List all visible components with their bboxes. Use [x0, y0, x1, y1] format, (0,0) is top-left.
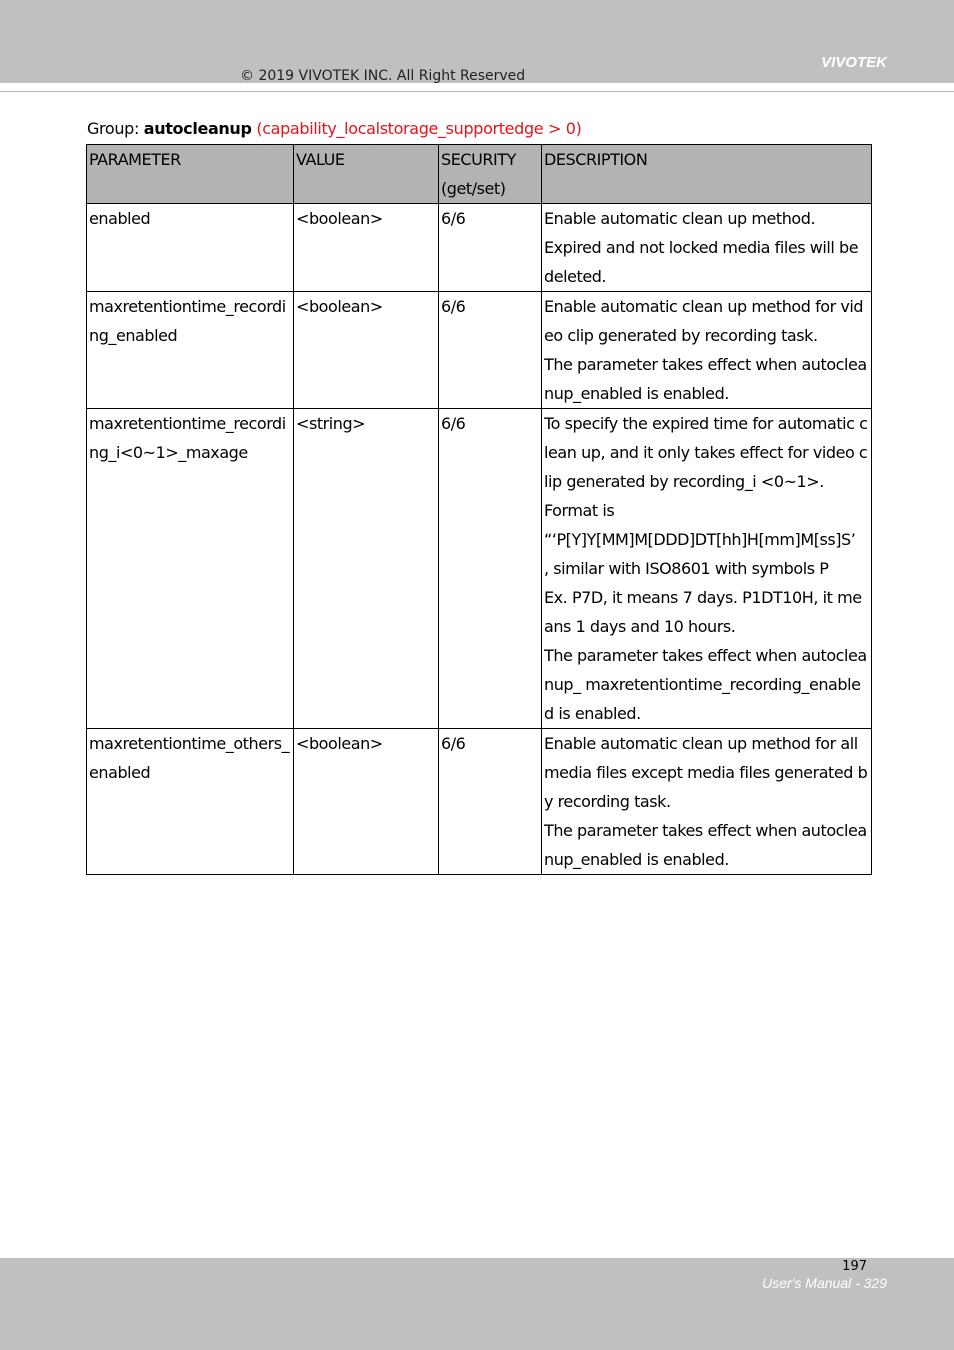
page-footer [0, 1258, 954, 1350]
header-value: VALUE [294, 145, 439, 204]
page-number: 197 [842, 1259, 867, 1274]
description-line: To specify the expired time for automatic clean up, and it only takes effect for video clip generated by recording_i <0~1>. [544, 414, 868, 491]
table-row [87, 729, 872, 875]
description-line: Enable automatic clean up method. [544, 209, 816, 228]
group-capability: (capability_localstorage_supportedge > 0) [251, 119, 582, 138]
cell-security: 6/6 [439, 292, 542, 409]
cell-security: 6/6 [439, 409, 542, 729]
description-line: “‘P[Y]Y[MM]M[DDD]DT[hh]H[mm]M[ss]S’ [544, 530, 856, 549]
description-line: The parameter takes effect when autocleanup_enabled is enabled. [544, 355, 867, 403]
description-line: Expired and not locked media files will be deleted. [544, 238, 859, 286]
brand-logo: VIVOTEK [821, 54, 887, 71]
table-row [87, 409, 872, 729]
copyright-notice: © 2019 VIVOTEK INC. All Right Reserved [240, 68, 526, 84]
description-line: Enable automatic clean up method for all media files except media files generated by recording task. [544, 734, 868, 811]
cell-value: <boolean> [294, 292, 439, 409]
parameter-table [86, 144, 872, 875]
cell-value: <boolean> [294, 729, 439, 875]
cell-parameter: maxretentiontime_others_enabled [87, 729, 294, 875]
description-line: The parameter takes effect when autocleanup_ maxretentiontime_recording_enabled is enabled. [544, 646, 867, 723]
header-security [439, 145, 542, 204]
table-row [87, 292, 872, 409]
header-divider [0, 91, 954, 92]
cell-parameter: maxretentiontime_recording_i<0~1>_maxage [87, 409, 294, 729]
cell-description [542, 409, 872, 729]
header-description: DESCRIPTION [542, 145, 872, 204]
header-security-line: SECURITY [441, 150, 516, 169]
cell-security: 6/6 [439, 204, 542, 292]
manual-page-label: User's Manual - 329 [762, 1275, 887, 1291]
cell-value: <boolean> [294, 204, 439, 292]
description-line: Format is [544, 501, 615, 520]
description-line: Enable automatic clean up method for video clip generated by recording task. [544, 297, 864, 345]
cell-parameter: maxretentiontime_recording_enabled [87, 292, 294, 409]
cell-description [542, 292, 872, 409]
cell-description [542, 729, 872, 875]
header-parameter: PARAMETER [87, 145, 294, 204]
description-line: Ex. P7D, it means 7 days. P1DT10H, it means 1 days and 10 hours. [544, 588, 862, 636]
table-header-row [87, 145, 872, 204]
cell-parameter: enabled [87, 204, 294, 292]
description-line: The parameter takes effect when autocleanup_enabled is enabled. [544, 821, 867, 869]
group-title [87, 119, 582, 139]
table-row [87, 204, 872, 292]
group-name: autocleanup [143, 119, 252, 138]
header-security-line: (get/set) [441, 179, 506, 198]
cell-value: <string> [294, 409, 439, 729]
cell-description [542, 204, 872, 292]
cell-security: 6/6 [439, 729, 542, 875]
group-prefix: Group: [87, 119, 144, 138]
description-line: , similar with ISO8601 with symbols P [544, 559, 829, 578]
